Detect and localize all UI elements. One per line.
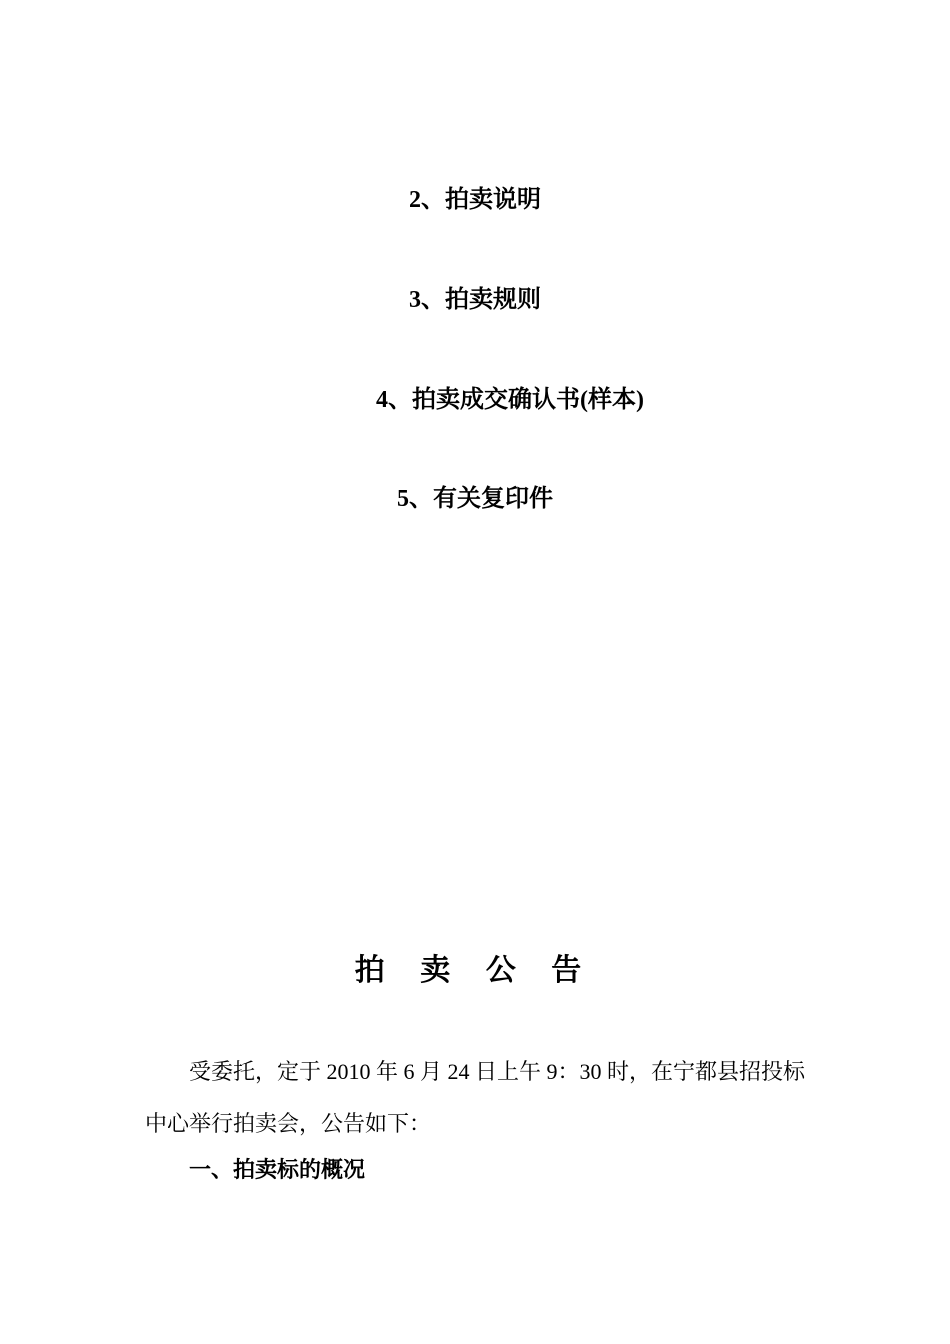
toc-item-auction-rules: 3、拍卖规则 [409, 287, 541, 313]
notice-paragraph-line-1: 受委托，定于 2010 年 6 月 24 日上午 9：30 时，在宁都县招投标 [189, 1059, 806, 1084]
notice-paragraph-line-2: 中心举行拍卖会，公告如下： [145, 1111, 432, 1136]
toc-item-copies: 5、有关复印件 [397, 486, 553, 512]
toc-item-auction-description: 2、拍卖说明 [409, 187, 541, 213]
notice-title: 拍 卖 公 告 [354, 954, 596, 987]
section-heading-overview: 一、拍卖标的概况 [189, 1157, 366, 1182]
toc-item-confirmation-letter: 4、拍卖成交确认书(样本) [376, 387, 644, 413]
